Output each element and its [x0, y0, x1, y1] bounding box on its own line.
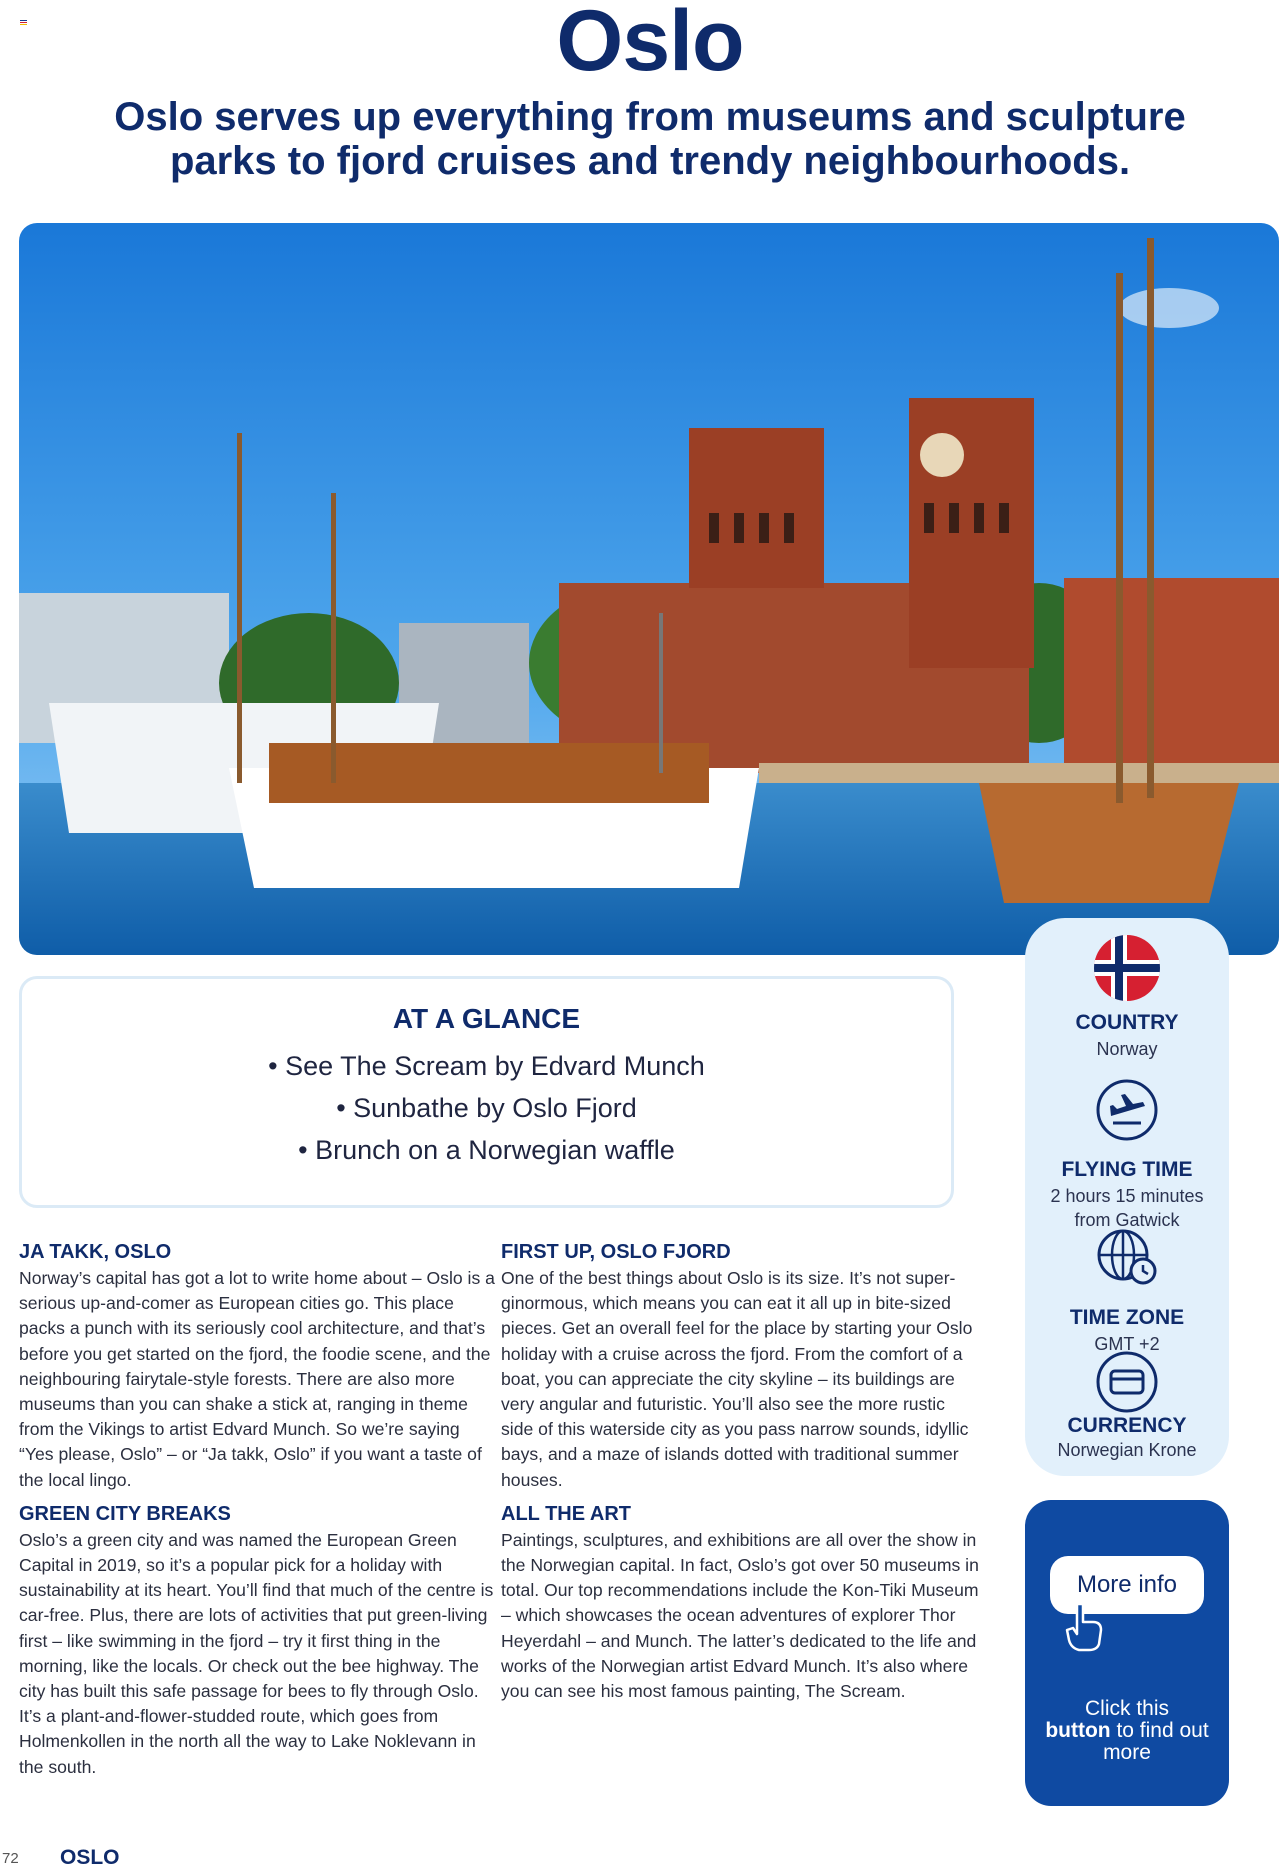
- page-subtitle: Oslo serves up everything from museums and sculpture parks to fjord cruises and trendy neighbourhoods.: [114, 95, 1186, 183]
- section-body: Paintings, sculptures, and exhibitions are all over the show in the Norwegian capital. In fact, Oslo’s got over 50 museums in total. Our top recommendations include the Kon-Tiki Museum – which showcases the ocean adventures of explorer Thor Heyerdahl – and Munch. The latter’s dedicated to the life and works of the Norwegian artist Edvard Munch. It’s also where you can see his most famous painting, The Scream.: [501, 1529, 979, 1702]
- fact-label-currency: CURRENCY: [1067, 1414, 1187, 1437]
- more-info-panel: [1025, 1500, 1229, 1806]
- page-number: 72: [2, 1850, 19, 1867]
- section-heading: JA TAKK, OSLO: [19, 1241, 172, 1263]
- glance-item: • See The Scream by Edvard Munch: [268, 1051, 705, 1081]
- hero-photo: [19, 223, 1279, 955]
- caption-text: to find out more: [1103, 1719, 1209, 1764]
- section-heading: GREEN CITY BREAKS: [19, 1502, 231, 1525]
- at-a-glance-box: [19, 976, 954, 1208]
- glance-heading: AT A GLANCE: [392, 1003, 581, 1034]
- norway-flag-icon: [1093, 934, 1161, 1002]
- caption-bold: button: [1045, 1719, 1111, 1742]
- fact-value-time-zone: GMT +2: [1094, 1334, 1160, 1354]
- fact-label-time-zone: TIME ZONE: [1069, 1306, 1185, 1329]
- fact-value-currency: Norwegian Krone: [1057, 1440, 1197, 1460]
- quick-facts-panel: [1025, 918, 1229, 1476]
- globe-clock-icon: [1093, 1223, 1161, 1291]
- more-info-button[interactable]: More info: [1050, 1556, 1204, 1614]
- caption-text: Click this: [1084, 1697, 1169, 1720]
- glance-item: • Brunch on a Norwegian waffle: [298, 1135, 675, 1165]
- section-body: Norway’s capital has got a lot to write home about – Oslo is a serious up-and-comer as European cities go. This place packs a punch with its seriously cool architecture, and that’s before you get started on the fjord, the foodie scene, and the neighbouring fairytale-style forests. There are also more museums than you can shake a stick at, ranging in theme from the Vikings to artist Edvard Munch. So we’re saying “Yes please, Oslo” – or “Ja takk, Oslo” if you want a taste of the local lingo.: [19, 1268, 495, 1490]
- page-title: Oslo: [556, 0, 744, 89]
- fact-label-flying-time: FLYING TIME: [1061, 1158, 1193, 1181]
- left-column: [19, 1238, 497, 1787]
- section-body: Oslo’s a green city and was named the European Green Capital in 2019, so it’s a popular pick for a holiday with sustainability at its heart. You’ll find that much of the centre is car-free. Plus, there are lots of activities that put green-living first – like swimming in the fjord – try it first thing in the morning, like the locals. Or check out the bee highway. The city has built this safe passage for bees to fly through Oslo. It’s a plant-and-flower-studded route, which goes from Holmenkollen in the north all the way to Lake Noklevann in the south.: [19, 1529, 494, 1777]
- credit-card-icon: [1093, 1348, 1161, 1416]
- glance-item: • Sunbathe by Oslo Fjord: [336, 1093, 637, 1123]
- fact-label-country: COUNTRY: [1075, 1011, 1179, 1034]
- fact-value-country: Norway: [1096, 1039, 1158, 1059]
- right-column: [501, 1238, 979, 1711]
- fact-value-flying-time: 2 hours 15 minutes from Gatwick: [1050, 1186, 1204, 1230]
- footer-section-title: OSLO: [60, 1846, 120, 1869]
- section-heading: FIRST UP, OSLO FJORD: [501, 1241, 731, 1263]
- pointing-hand-icon: [1063, 1600, 1109, 1652]
- section-body: One of the best things about Oslo is its size. It’s not super-ginormous, which means you can eat it all up in bite-sized pieces. Get an overall feel for the place by starting your Oslo holiday with a cruise across the fjord. From the comfort of a boat, you can appreciate the city skyline – its buildings are very angular and futuristic. You’ll also see the more rustic side of this waterside city as you pass narrow sounds, idyllic bays, and a maze of islands dotted with traditional summer houses.: [501, 1268, 973, 1490]
- airplane-icon: [1093, 1076, 1161, 1144]
- more-info-caption: [1025, 1698, 1229, 1764]
- harbour-illustration: [19, 223, 1279, 955]
- section-heading: ALL THE ART: [501, 1502, 631, 1525]
